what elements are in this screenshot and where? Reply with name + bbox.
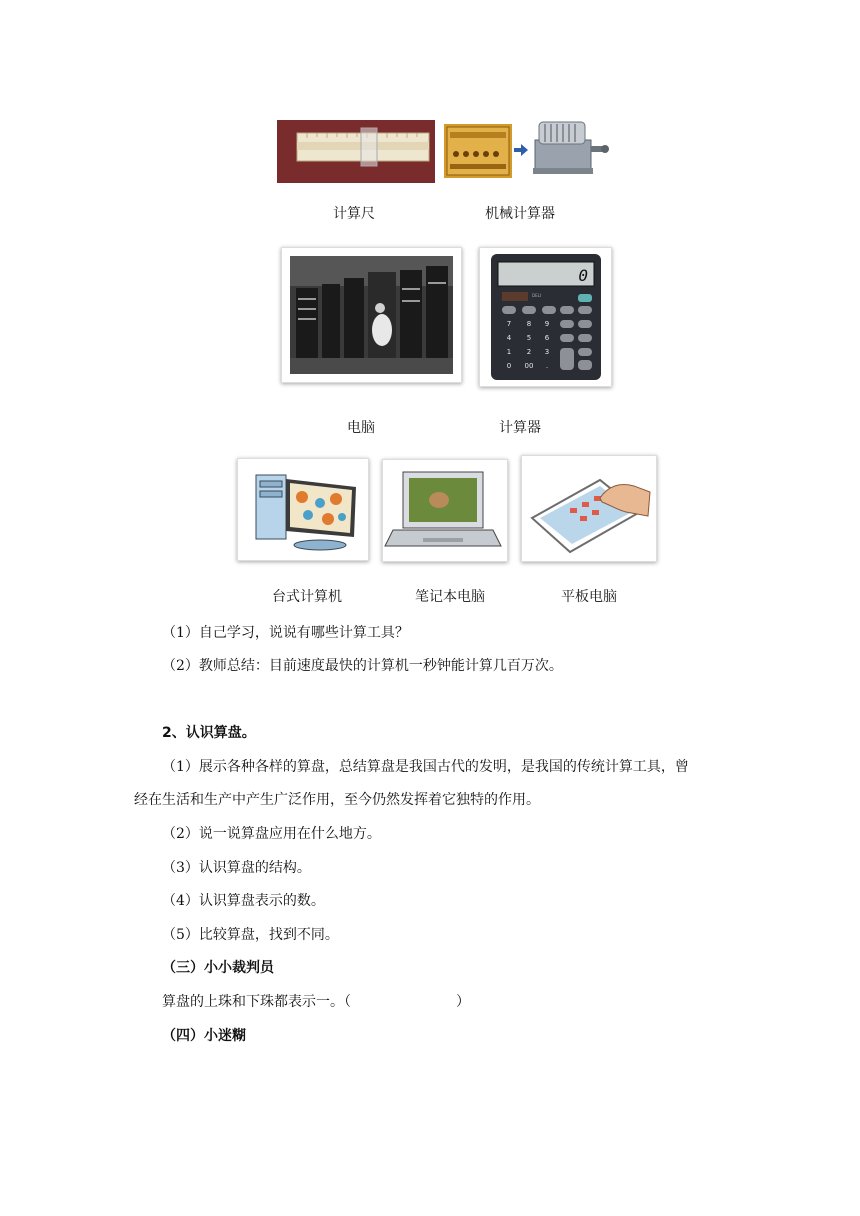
- svg-text:8: 8: [526, 320, 532, 328]
- section-heading-puzzle: （四）小迷糊: [162, 1028, 246, 1044]
- judge-statement-close: ）: [456, 994, 470, 1010]
- calculator-display: 0: [578, 266, 588, 285]
- judge-statement: 算盘的上珠和下珠都表示一。（: [162, 994, 351, 1010]
- svg-text:2: 2: [526, 348, 532, 356]
- mechanical-calculator-machine-image: [529, 112, 609, 180]
- svg-text:4: 4: [506, 334, 512, 342]
- svg-text:00: 00: [524, 362, 534, 370]
- calculator-photo: [479, 247, 612, 387]
- list-item: （1）自己学习，说说有哪些计算工具？: [162, 625, 409, 641]
- svg-text:.: .: [545, 362, 549, 370]
- desktop-computer-image: [237, 458, 369, 561]
- caption-desktop-computer: 台式计算机: [272, 589, 342, 605]
- caption-computer: 电脑: [347, 420, 375, 436]
- caption-slide-rule: 计算尺: [333, 206, 375, 222]
- list-item: （5）比较算盘，找到不同。: [162, 927, 339, 943]
- svg-text:1: 1: [506, 348, 512, 356]
- svg-text:3: 3: [544, 348, 550, 356]
- section-heading-abacus: 2、认识算盘。: [162, 725, 256, 741]
- list-item: （1）展示各种各样的算盘，总结算盘是我国古代的发明，是我国的传统计算工具，曾: [162, 759, 689, 775]
- svg-text:7: 7: [506, 320, 512, 328]
- svg-text:6: 6: [544, 334, 550, 342]
- early-computer-photo: [281, 247, 462, 383]
- list-item: （2）教师总结：目前速度最快的计算机一秒钟能计算几百万次。: [162, 658, 563, 674]
- arrow-right-icon: [514, 144, 528, 156]
- svg-text:5: 5: [526, 334, 532, 342]
- calculator-brand: DELI: [532, 293, 542, 298]
- caption-laptop: 笔记本电脑: [415, 589, 485, 605]
- laptop-image: [382, 459, 508, 562]
- list-item: （2）说一说算盘应用在什么地方。: [162, 826, 381, 842]
- mechanical-calculator-gears-image: [444, 124, 512, 178]
- list-item: （4）认识算盘表示的数。: [162, 893, 325, 909]
- slide-rule-image: [277, 120, 435, 183]
- tablet-image: [521, 455, 657, 562]
- list-item-continuation: 经在生活和生产中产生广泛作用，至今仍然发挥着它独特的作用。: [134, 792, 540, 808]
- svg-text:9: 9: [544, 320, 550, 328]
- caption-calculator: 计算器: [499, 420, 541, 436]
- caption-tablet: 平板电脑: [561, 589, 617, 605]
- list-item: （3）认识算盘的结构。: [162, 860, 311, 876]
- caption-mechanical-calculator: 机械计算器: [485, 206, 555, 222]
- svg-text:0: 0: [506, 362, 512, 370]
- section-heading-judge: （三）小小裁判员: [162, 960, 274, 976]
